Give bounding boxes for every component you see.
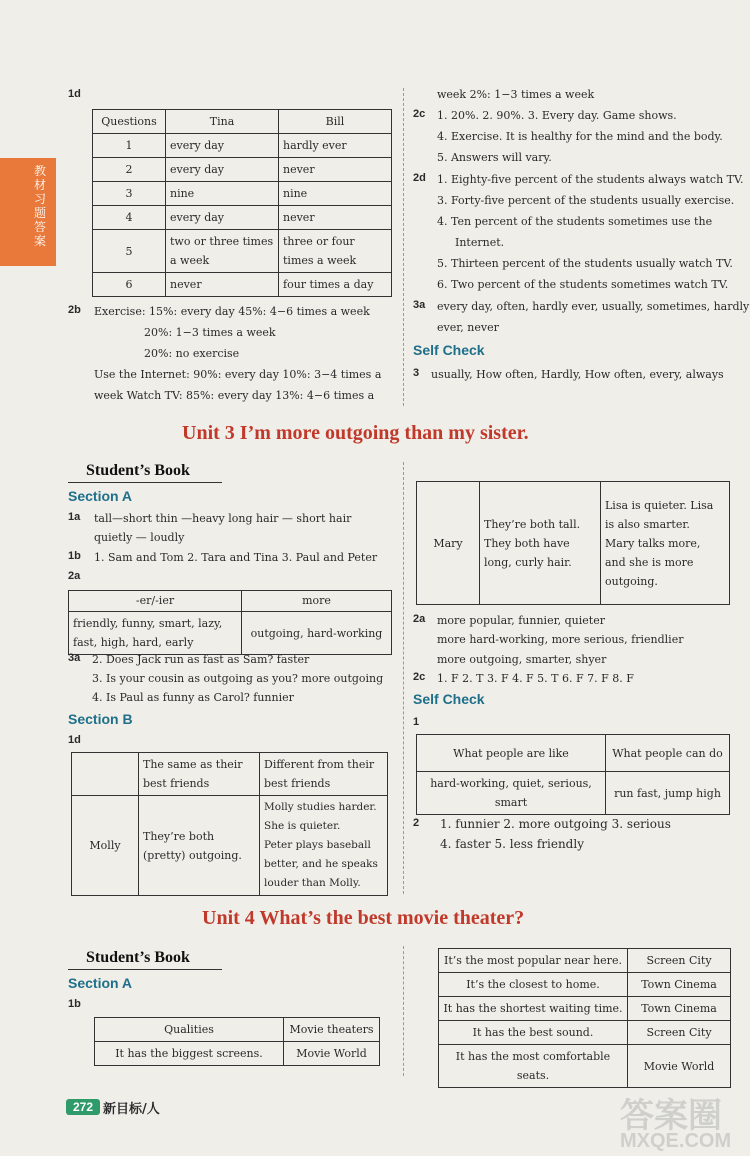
text-line: ever, never bbox=[437, 321, 499, 334]
text-line: 2. Does Jack run as fast as Sam? faster bbox=[92, 653, 310, 666]
label-1b: 1b bbox=[68, 550, 81, 562]
divider bbox=[68, 969, 222, 970]
table-row bbox=[69, 612, 392, 655]
table-cell bbox=[601, 482, 730, 605]
divider bbox=[68, 482, 222, 483]
label-3: 3 bbox=[413, 367, 420, 379]
label-1d: 1d bbox=[68, 734, 81, 746]
table-cell: It’s the closest to home. bbox=[439, 973, 628, 997]
table-cell: It has the biggest screens. bbox=[95, 1042, 284, 1066]
section-b-heading: Section B bbox=[68, 711, 133, 727]
table-header-row bbox=[69, 591, 392, 612]
unit-4-title: Unit 4 What’s the best movie theater? bbox=[202, 907, 525, 929]
table-cell: Mary bbox=[417, 482, 480, 605]
table-cell: It has the shortest waiting time. bbox=[439, 997, 628, 1021]
text-line: Internet. bbox=[455, 236, 505, 249]
text-line: 20%: no exercise bbox=[144, 347, 240, 360]
text-line: week Watch TV: 85%: every day 13%: 4−6 times a bbox=[94, 389, 375, 402]
students-book-heading: Student’s Book bbox=[86, 949, 190, 966]
cell-line: outgoing. bbox=[605, 574, 658, 588]
table-cell: every day bbox=[166, 134, 279, 158]
page-number: 272 bbox=[72, 1100, 94, 1114]
table-header-row bbox=[417, 735, 730, 772]
label-2d: 2d bbox=[413, 172, 426, 184]
label-2a: 2a bbox=[68, 570, 81, 582]
label-2: 2 bbox=[413, 817, 420, 829]
text-line: 1. F 2. T 3. F 4. F 5. T 6. F 7. F 8. F bbox=[437, 672, 634, 685]
text-line: every day, often, hardly ever, usually, sometimes, hardly bbox=[437, 300, 750, 313]
table-cell: 5 bbox=[93, 230, 166, 273]
table-cell: never bbox=[279, 206, 392, 230]
header-cell bbox=[72, 753, 139, 796]
table-row bbox=[439, 1021, 731, 1045]
label-1d: 1d bbox=[68, 88, 81, 100]
header-cell: The same as their best friends bbox=[139, 753, 260, 796]
text-line: more outgoing, smarter, shyer bbox=[437, 653, 607, 666]
text-line: 4. Is Paul as funny as Carol? funnier bbox=[92, 691, 294, 704]
label-2a: 2a bbox=[413, 613, 426, 625]
label-1a: 1a bbox=[68, 511, 81, 523]
table-row bbox=[95, 1042, 380, 1066]
table-cell: Movie World bbox=[628, 1045, 731, 1088]
text-line: 3. Forty-five percent of the students usually exercise. bbox=[437, 194, 735, 207]
text-line: quietly — loudly bbox=[94, 531, 185, 544]
table-cell bbox=[260, 796, 388, 896]
section-a-heading: Section A bbox=[68, 488, 133, 504]
text-line: 5. Thirteen percent of the students usually watch TV. bbox=[437, 257, 733, 270]
unit-3-title: Unit 3 I’m more outgoing than my sister. bbox=[182, 422, 529, 444]
table-header-row bbox=[72, 753, 388, 796]
text-line: 1. 20%. 2. 90%. 3. Every day. Game shows. bbox=[437, 109, 677, 122]
table-right-unit4 bbox=[438, 948, 731, 1088]
table-row bbox=[417, 482, 730, 605]
table-header-row bbox=[95, 1018, 380, 1042]
self-check-heading: Self Check bbox=[413, 691, 485, 707]
label-3a: 3a bbox=[413, 299, 426, 311]
side-tab-label: 教材习题答案 bbox=[34, 164, 47, 248]
text-line: tall—short thin —heavy long hair — short hair bbox=[94, 512, 352, 525]
label-2c: 2c bbox=[413, 671, 426, 683]
text-line: 4. Exercise. It is healthy for the mind and the body. bbox=[437, 130, 723, 143]
table-cell: hard-working, quiet, serious, smart bbox=[417, 772, 606, 815]
table-cell bbox=[480, 482, 601, 605]
table-row bbox=[439, 949, 731, 973]
table-1b-unit4 bbox=[94, 1017, 380, 1066]
cell-line: They both have bbox=[484, 536, 570, 550]
header-cell: Movie theaters bbox=[284, 1018, 380, 1042]
text-line: 5. Answers will vary. bbox=[437, 151, 552, 164]
table-header-row bbox=[93, 110, 392, 134]
table-cell: three or four times a week bbox=[279, 230, 392, 273]
table-mary bbox=[416, 481, 730, 605]
table-row bbox=[93, 134, 392, 158]
header-cell: Questions bbox=[93, 110, 166, 134]
table-cell: It has the best sound. bbox=[439, 1021, 628, 1045]
table-row bbox=[417, 772, 730, 815]
table-cell: 6 bbox=[93, 273, 166, 297]
table-row bbox=[439, 997, 731, 1021]
edition-label: 新目标/人 bbox=[103, 1102, 160, 1117]
table-row bbox=[439, 973, 731, 997]
header-cell: Qualities bbox=[95, 1018, 284, 1042]
text-line: Exercise: 15%: every day 45%: 4−6 times a week bbox=[94, 305, 370, 318]
text-line: 4. Ten percent of the students sometimes use the bbox=[437, 215, 713, 228]
table-cell: 4 bbox=[93, 206, 166, 230]
cell-line: friendly, funny, smart, lazy, bbox=[73, 617, 223, 630]
header-cell: more bbox=[242, 591, 392, 612]
text-line: 1. Eighty-five percent of the students always watch TV. bbox=[437, 173, 744, 186]
header-cell: What people are like bbox=[417, 735, 606, 772]
table-cell: Town Cinema bbox=[628, 997, 731, 1021]
table-cell bbox=[69, 612, 242, 655]
label-1b: 1b bbox=[68, 998, 81, 1010]
table-cell: never bbox=[279, 158, 392, 182]
cell-line: is also smarter. bbox=[605, 517, 690, 531]
table-cell: every day bbox=[166, 158, 279, 182]
cell-line: Molly studies harder. bbox=[264, 801, 377, 813]
text-line: week 2%: 1−3 times a week bbox=[437, 88, 595, 101]
cell-line: They’re both tall. bbox=[484, 517, 581, 531]
text-line: 20%: 1−3 times a week bbox=[144, 326, 276, 339]
table-cell: never bbox=[166, 273, 279, 297]
label-2b: 2b bbox=[68, 304, 81, 316]
cell-line: fast, high, hard, early bbox=[73, 636, 194, 649]
side-tab bbox=[0, 158, 56, 266]
table-cell: Molly bbox=[72, 796, 139, 896]
students-book-heading: Student’s Book bbox=[86, 462, 190, 479]
header-cell: Different from their best friends bbox=[260, 753, 388, 796]
table-row bbox=[93, 182, 392, 206]
table-cell: nine bbox=[279, 182, 392, 206]
cell-line: Mary talks more, bbox=[605, 536, 701, 550]
label-1: 1 bbox=[413, 716, 420, 728]
table-cell: four times a day bbox=[279, 273, 392, 297]
cell-line: She is quieter. bbox=[264, 820, 341, 832]
column-divider bbox=[403, 946, 404, 1076]
cell-line: better, and he speaks bbox=[264, 858, 378, 870]
header-cell: Tina bbox=[166, 110, 279, 134]
table-cell: nine bbox=[166, 182, 279, 206]
header-cell: -er/-ier bbox=[69, 591, 242, 612]
table-cell: It has the most comfortable seats. bbox=[439, 1045, 628, 1088]
watermark-logo: 答案圈 bbox=[620, 1096, 722, 1136]
cell-line: and she is more bbox=[605, 555, 694, 569]
table-row bbox=[439, 1045, 731, 1088]
text-line: Use the Internet: 90%: every day 10%: 3−4 times a bbox=[94, 368, 382, 381]
table-cell: 1 bbox=[93, 134, 166, 158]
table-cell: They’re both (pretty) outgoing. bbox=[139, 796, 260, 896]
text-line: more popular, funnier, quieter bbox=[437, 614, 605, 627]
text-line: 6. Two percent of the students sometimes watch TV. bbox=[437, 278, 729, 291]
table-cell: run fast, jump high bbox=[606, 772, 730, 815]
column-divider bbox=[403, 88, 404, 406]
table-cell: Screen City bbox=[628, 1021, 731, 1045]
table-row bbox=[93, 158, 392, 182]
table-cell: two or three times a week bbox=[166, 230, 279, 273]
text-line: more hard-working, more serious, friendlier bbox=[437, 633, 684, 646]
text-line: 4. faster 5. less friendly bbox=[440, 837, 584, 851]
section-a-heading: Section A bbox=[68, 975, 133, 991]
header-cell: Bill bbox=[279, 110, 392, 134]
page-number-badge bbox=[66, 1099, 100, 1115]
table-cell: outgoing, hard-working bbox=[242, 612, 392, 655]
table-1d bbox=[92, 109, 392, 297]
table-cell: hardly ever bbox=[279, 134, 392, 158]
table-row bbox=[93, 206, 392, 230]
table-cell: every day bbox=[166, 206, 279, 230]
text-line: 1. Sam and Tom 2. Tara and Tina 3. Paul and Peter bbox=[94, 551, 378, 564]
text-line: 1. funnier 2. more outgoing 3. serious bbox=[440, 817, 671, 831]
label-3a: 3a bbox=[68, 652, 81, 664]
table-cell: 2 bbox=[93, 158, 166, 182]
cell-line: louder than Molly. bbox=[264, 877, 361, 889]
watermark-url: MXQE.COM bbox=[620, 1130, 732, 1152]
cell-line: Lisa is quieter. Lisa bbox=[605, 498, 714, 512]
text-line: usually, How often, Hardly, How often, every, always bbox=[431, 368, 724, 381]
table-row bbox=[93, 230, 392, 273]
table-cell: 3 bbox=[93, 182, 166, 206]
cell-line: long, curly hair. bbox=[484, 555, 572, 569]
self-check-heading: Self Check bbox=[413, 342, 485, 358]
cell-line: Peter plays baseball bbox=[264, 839, 371, 851]
header-cell: What people can do bbox=[606, 735, 730, 772]
table-cell: Screen City bbox=[628, 949, 731, 973]
table-2a bbox=[68, 590, 392, 655]
table-cell: It’s the most popular near here. bbox=[439, 949, 628, 973]
text-line: 3. Is your cousin as outgoing as you? more outgoing bbox=[92, 672, 384, 685]
table-cell: Movie World bbox=[284, 1042, 380, 1066]
table-self-check bbox=[416, 734, 730, 815]
table-row bbox=[93, 273, 392, 297]
table-cell: Town Cinema bbox=[628, 973, 731, 997]
column-divider bbox=[403, 462, 404, 894]
table-1d-unit3 bbox=[71, 752, 388, 896]
table-row bbox=[72, 796, 388, 896]
label-2c: 2c bbox=[413, 108, 426, 120]
